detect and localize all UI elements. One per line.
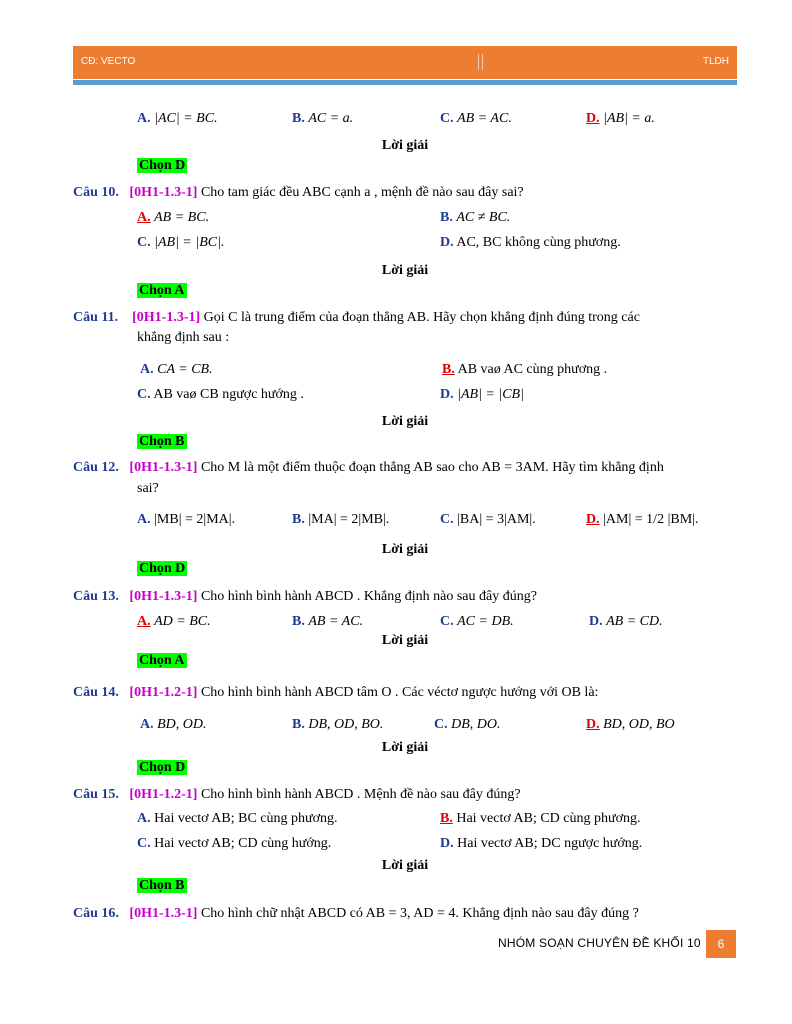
q14-answer: Chọn D bbox=[139, 760, 186, 775]
q9-option-b: B. AC = a. bbox=[292, 111, 354, 126]
q11-option-a: A. CA = CB. bbox=[140, 362, 213, 377]
q12-option-c: C. |BA| = 3|AM|. bbox=[440, 512, 536, 527]
q10-option-a: A. AB = BC. bbox=[137, 210, 210, 225]
q13-option-b: B. AB = AC. bbox=[292, 614, 364, 629]
q10-option-d: D. AC, BC không cùng phương. bbox=[440, 235, 621, 250]
page-header bbox=[73, 46, 737, 79]
q14-option-b: B. DB, OD, BO. bbox=[292, 717, 384, 732]
q12-option-d: D. |AM| = 1/2 |BM|. bbox=[586, 512, 699, 527]
page-number: 6 bbox=[706, 930, 736, 958]
q11-option-d: D. |AB| = |CB| bbox=[440, 387, 524, 402]
q11-stem: Câu 11. [0H1-1.3-1] Gọi C là trung điểm của đoạn thẳng AB. Hãy chọn khẳng định đúng trong các bbox=[73, 310, 640, 325]
header-divider bbox=[478, 54, 479, 70]
q13-answer: Chọn A bbox=[139, 653, 185, 668]
q13-option-c: C. AC = DB. bbox=[440, 614, 514, 629]
solution-heading: Lời giải bbox=[381, 138, 429, 153]
q9-option-c: C. AB = AC. bbox=[440, 111, 512, 126]
solution-heading: Lời giải bbox=[381, 740, 429, 755]
solution-heading: Lời giải bbox=[381, 263, 429, 278]
solution-heading: Lời giải bbox=[381, 414, 429, 429]
q12-stem-cont: sai? bbox=[137, 481, 159, 496]
q11-stem-cont: khẳng định sau : bbox=[137, 330, 230, 345]
q11-answer: Chọn B bbox=[139, 434, 185, 449]
q14-option-d: D. BD, OD, BO bbox=[586, 717, 675, 732]
q14-stem: Câu 14. [0H1-1.2-1] Cho hình bình hành ABCD tâm O . Các véctơ ngược hướng với OB là: bbox=[73, 685, 599, 700]
solution-heading: Lời giải bbox=[381, 542, 429, 557]
q10-option-b: B. AC ≠ BC. bbox=[440, 210, 511, 225]
q15-option-d: D. Hai vectơ AB; DC ngược hướng. bbox=[440, 836, 643, 851]
q11-option-c: C. AB vaø CB ngược hướng . bbox=[137, 387, 304, 402]
q9-option-a: A. |AC| = BC. bbox=[137, 111, 218, 126]
q10-stem: Câu 10. [0H1-1.3-1] Cho tam giác đều ABC cạnh a , mệnh đề nào sau đây sai? bbox=[73, 185, 524, 200]
q13-stem: Câu 13. [0H1-1.3-1] Cho hình bình hành ABCD . Khẳng định nào sau đây đúng? bbox=[73, 589, 537, 604]
q12-option-b: B. |MA| = 2|MB|. bbox=[292, 512, 390, 527]
footer-text: NHÓM SOẠN CHUYÊN ĐỀ KHỐI 10 bbox=[498, 936, 701, 950]
q15-option-c: C. Hai vectơ AB; CD cùng hướng. bbox=[137, 836, 332, 851]
q11-option-b: B. AB vaø AC cùng phương . bbox=[442, 362, 608, 377]
q13-option-d: D. AB = CD. bbox=[589, 614, 663, 629]
q12-stem: Câu 12. [0H1-1.3-1] Cho M là một điểm thuộc đoạn thẳng AB sao cho AB = 3AM. Hãy tìm khẳng định bbox=[73, 460, 664, 475]
q9-option-d: D. |AB| = a. bbox=[586, 111, 655, 126]
q12-option-a: A. |MB| = 2|MA|. bbox=[137, 512, 236, 527]
q15-option-a: A. Hai vectơ AB; BC cùng phương. bbox=[137, 811, 338, 826]
q10-answer: Chọn A bbox=[139, 283, 185, 298]
q16-stem: Câu 16. [0H1-1.3-1] Cho hình chữ nhật ABCD có AB = 3, AD = 4. Khẳng định nào sau đây đúng ? bbox=[73, 906, 639, 921]
header-divider bbox=[482, 54, 483, 70]
q10-option-c: C. |AB| = |BC|. bbox=[137, 235, 225, 250]
q12-answer: Chọn D bbox=[139, 561, 186, 576]
solution-heading: Lời giải bbox=[381, 633, 429, 648]
header-rule bbox=[73, 80, 737, 85]
q15-answer: Chọn B bbox=[139, 878, 185, 893]
q14-option-a: A. BD, OD. bbox=[140, 717, 207, 732]
q14-option-c: C. DB, DO. bbox=[434, 717, 501, 732]
q9-answer: Chọn D bbox=[139, 158, 186, 173]
solution-heading: Lời giải bbox=[381, 858, 429, 873]
q15-option-b: B. Hai vectơ AB; CD cùng phương. bbox=[440, 811, 641, 826]
q13-option-a: A. AD = BC. bbox=[137, 614, 211, 629]
header-left: CĐ: VECTO bbox=[81, 56, 136, 67]
q15-stem: Câu 15. [0H1-1.2-1] Cho hình bình hành ABCD . Mệnh đề nào sau đây đúng? bbox=[73, 787, 521, 802]
header-right: TLDH bbox=[702, 56, 729, 67]
